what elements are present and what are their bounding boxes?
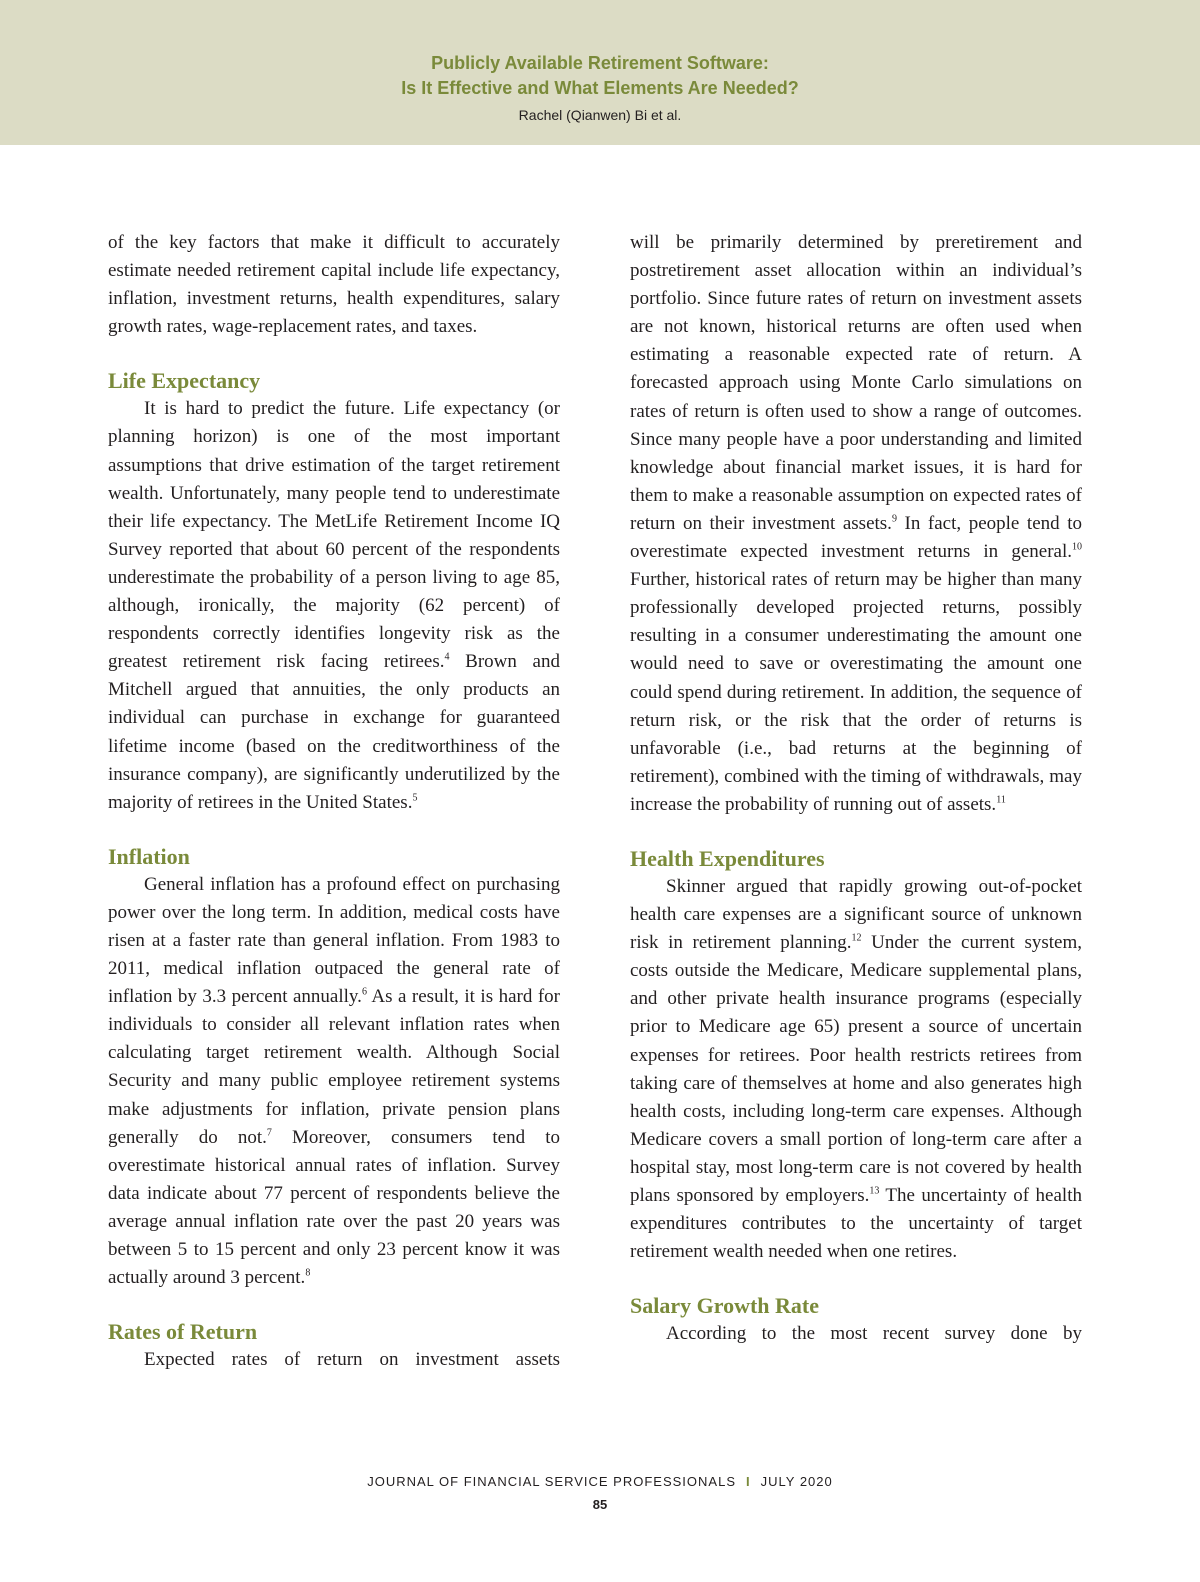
header-title-line2: Is It Effective and What Elements Are Needed? [401,78,799,98]
rates-of-return-continued: will be primarily determined by preretirement and postretirement asset allocation within an individual’s portfolio. Since future rates of return on investment assets are not known, historical returns are often used when estimating a reasonable expected rate of return. A forecasted approach using Monte Carlo simulations on rates of return is often used to show a range of outcomes. Since many people have a poor understanding and limited knowledge about financial market issues, it is hard for them to make a reasonable assumption on expected rates of return on their investment assets.$^9$ In fact, people tend to overestimate expected investment returns in general.$^{10}$ Further, historical rates of return may be higher than many professionally developed projected returns, possibly resulting in a consumer underestimating the amount one would need to save or overestimating the amount one could spend during retirement. In addition, the sequence of return risk, or the risk that the order of returns is unfavorable (i.e., bad returns at the beginning of retirement), combined with the timing of withdrawals, may increase the probability of running out of assets.$^{11}$ [630,232,1082,815]
issue-date: JULY 2020 [760,1474,833,1489]
footnote-ref: 8 [305,1267,311,1279]
footnote-ref: 7 [266,1127,272,1139]
heading-salary-growth-rate: Salary Growth Rate [630,1293,820,1319]
heading-inflation: Inflation [108,843,190,869]
header-author: Rachel (Qianwen) Bi et al. [518,107,682,123]
running-header [0,0,1200,145]
footnote-ref: 9 [891,513,897,525]
footnote-ref: 6 [361,986,367,998]
intro-paragraph: of the key factors that make it difficult to accurately estimate needed retirement capital include life expectancy, inflation, investment returns, health expenditures, salary growth rates, wage-replacement rates, and taxes. [108,232,560,338]
salary-growth-paragraph: According to the most recent survey done by [666,1323,1082,1345]
footnote-ref: 11 [996,794,1006,806]
rates-of-return-paragraph: Expected rates of return on investment assets [144,1349,560,1371]
footnote-ref: 5 [412,792,418,804]
footnote-ref: 13 [869,1185,880,1197]
life-expectancy-paragraph: It is hard to predict the future. Life expectancy (or planning horizon) is one of the most important assumptions that drive estimation of the target retirement wealth. Unfortunately, many people tend to underestimate their life expectancy. The MetLife Retirement Income IQ Survey reported that about 60 percent of the respondents underestimate the probability of a person living to age 85, although, ironically, the majority (62 percent) of respondents correctly identifies longevity risk as the greatest retirement risk facing retirees.$^4$ Brown and Mitchell argued that annuities, the only products an individual can purchase in exchange for guaranteed lifetime income (based on the creditworthiness of the insurance company), are significantly underutilized by the majority of retirees in the United States.$^5$ [108,398,560,813]
page-number: 85 [592,1497,608,1512]
journal-name: JOURNAL OF FINANCIAL SERVICE PROFESSIONALS [367,1474,736,1489]
footer-separator: I [746,1474,751,1489]
left-column [108,229,560,1374]
footnote-ref: 10 [1072,541,1082,553]
right-column [630,229,1082,1348]
footer-journal-line [0,1474,1200,1489]
health-expenditures-paragraph: Skinner argued that rapidly growing out-of-pocket health care expenses are a significant source of unknown risk in retirement planning.$^{12}$ Under the current system, costs outside the Medicare, Medicare supplemental plans, and other private health insurance programs (especially prior to Medicare age 65) present a source of uncertain expenses for retirees. Poor health restricts retirees from taking care of themselves at home and also generates high health costs, including long-term care expenses. Although Medicare covers a small portion of long-term care after a hospital stay, most long-term care is not covered by health plans sponsored by employers.$^{13}$ The uncertainty of health expenditures contributes to the uncertainty of target retirement wealth needed when one retires. [630,875,1082,1263]
heading-life-expectancy: Life Expectancy [108,368,261,394]
inflation-paragraph: General inflation has a profound effect on purchasing power over the long term. In addition, medical costs have risen at a faster rate than general inflation. From 1983 to 2011, medical inflation outpaced the general rate of inflation by 3.3 percent annually.$^6$ As a result, it is hard for individuals to consider all relevant inflation rates when calculating target retirement wealth. Although Social Security and many public employee retirement systems make adjustments for inflation, private pension plans generally do not.$^7$ Moreover, consumers tend to overestimate historical annual rates of inflation. Survey data indicate about 77 percent of respondents believe the average annual inflation rate over the past 20 years was between 5 to 15 percent and only 23 percent know it was actually around 3 percent.$^8$ [108,873,560,1289]
header-title-line1: Publicly Available Retirement Software: [431,53,769,73]
footnote-ref: 4 [444,651,450,663]
page-footer [0,1474,1200,1512]
heading-health-expenditures: Health Expenditures [630,845,825,871]
footnote-ref: 12 [851,932,862,944]
heading-rates-of-return: Rates of Return [108,1319,258,1345]
